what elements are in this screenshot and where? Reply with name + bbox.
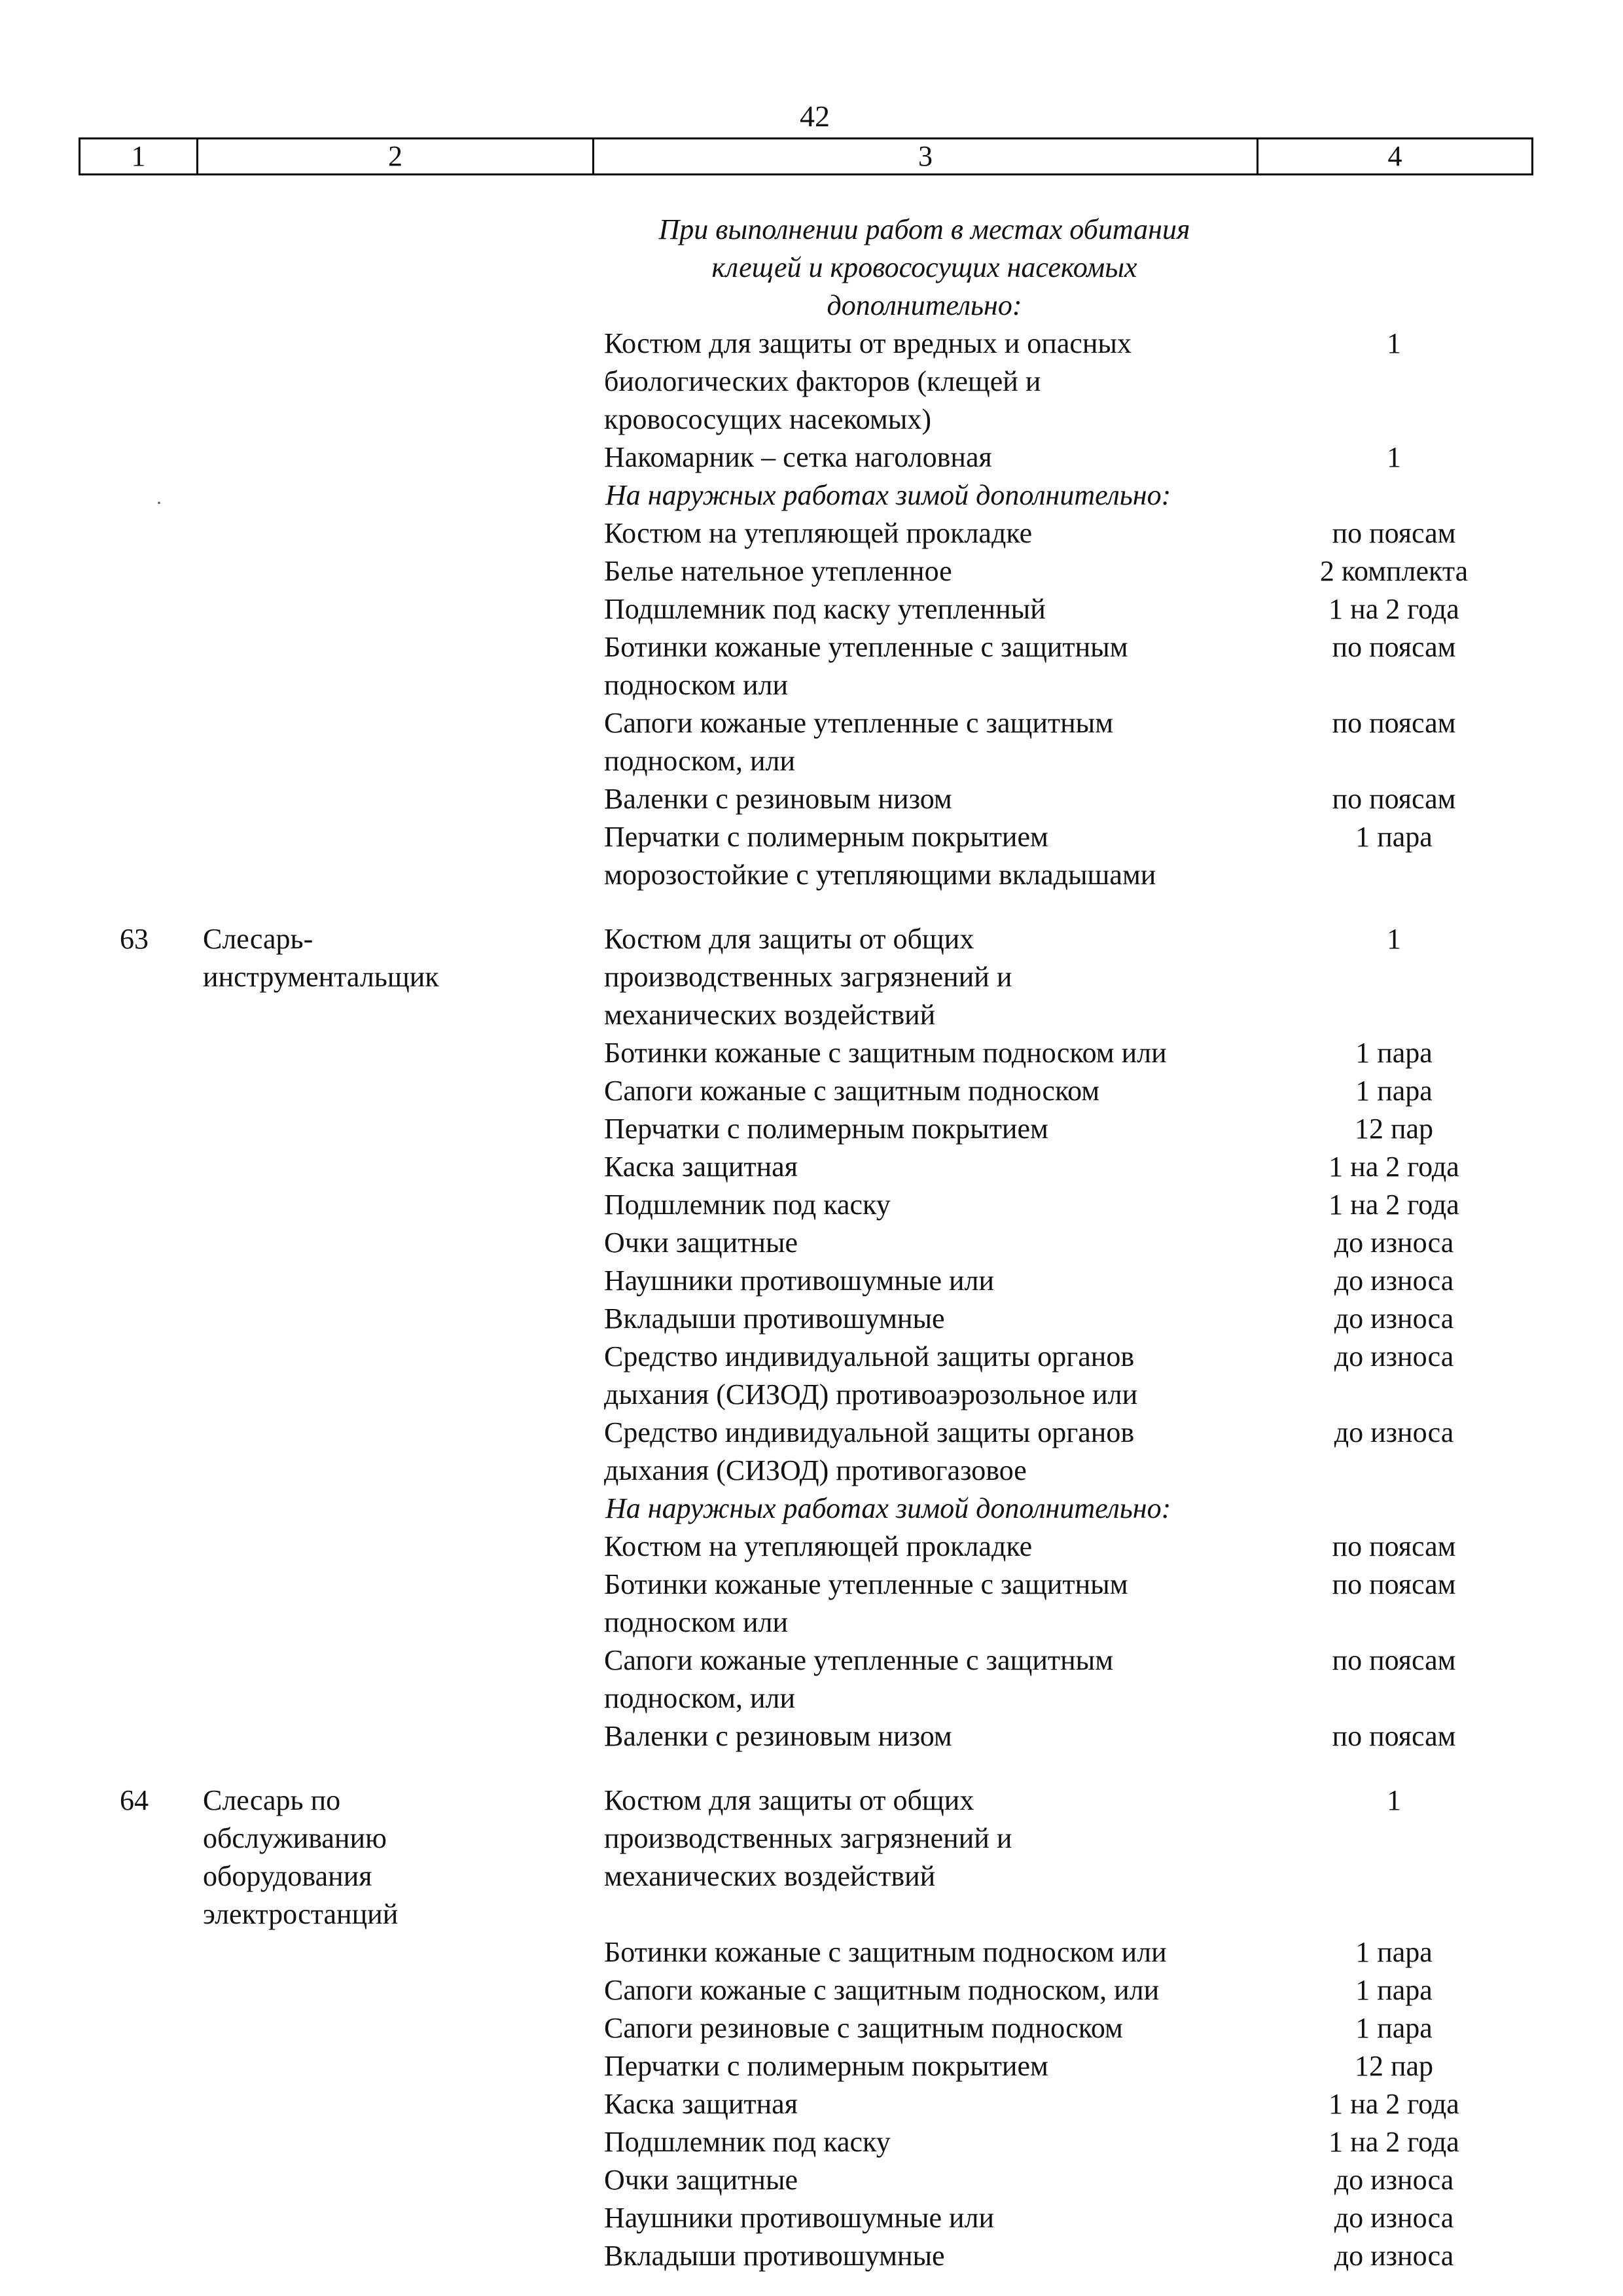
ppe-item-quantity: до износа — [1334, 1302, 1454, 1335]
section-spacer — [79, 1755, 1531, 1782]
row-number-cell — [79, 552, 196, 590]
ppe-item-name — [592, 1338, 1257, 1414]
table-row — [79, 211, 1531, 325]
empty-cell — [592, 894, 1257, 920]
ppe-item-quantity: 1 — [1387, 327, 1401, 359]
ppe-item-quantity: по поясам — [1332, 1568, 1456, 1600]
column-header-row — [79, 137, 1533, 175]
text-line: Сапоги кожаные утепленные с защитным — [604, 707, 1114, 739]
text-line: Сапоги кожаные утепленные с защитным — [604, 1644, 1114, 1676]
row-number: 63 — [120, 923, 149, 955]
text-line: дыхания (СИЗОД) противоаэрозольное или — [604, 1378, 1138, 1410]
table-row — [79, 2237, 1531, 2275]
text-line: механических воздействий — [604, 1860, 936, 1892]
row-number-cell — [79, 2237, 196, 2275]
column-number-4: 4 — [1258, 139, 1533, 175]
profession-cell — [196, 1034, 592, 1072]
ppe-item-name — [592, 439, 1257, 476]
text-line: Ботинки кожаные с защитным подноском или — [604, 1936, 1167, 1968]
table-row — [79, 1148, 1531, 1186]
ppe-item-name — [592, 2123, 1257, 2161]
text-line: Костюм на утепляющей прокладке — [604, 1530, 1033, 1562]
ppe-item-name — [592, 1148, 1257, 1186]
ppe-item-name — [592, 1782, 1257, 1933]
profession-cell — [196, 590, 592, 628]
table-row — [79, 514, 1531, 552]
row-number-cell — [79, 439, 196, 476]
text-line: Сапоги резиновые с защитным подноском — [604, 2012, 1123, 2044]
ppe-item-quantity: до износа — [1334, 1265, 1454, 1297]
section-spacer — [79, 894, 1531, 920]
text-line: Подшлемник под каску утепленный — [604, 593, 1046, 625]
ppe-item-name — [592, 2199, 1257, 2237]
text-line: Костюм для защиты от вредных и опасных — [604, 327, 1132, 359]
profession-cell — [196, 552, 592, 590]
table-row — [79, 704, 1531, 780]
row-number-cell — [79, 1224, 196, 1262]
text-line: оборудования — [203, 1860, 372, 1892]
table-row — [79, 780, 1531, 818]
profession-cell — [196, 1072, 592, 1110]
ppe-item-quantity: по поясам — [1332, 783, 1456, 815]
ppe-item-quantity: 2 комплекта — [1319, 555, 1469, 587]
margin-dot: · — [156, 492, 162, 514]
ppe-item-name — [592, 1072, 1257, 1110]
row-number: 64 — [120, 1784, 149, 1816]
empty-cell — [196, 894, 592, 920]
table-row — [79, 920, 1531, 1034]
ppe-item-quantity: 1 — [1387, 923, 1401, 955]
table-row — [79, 1641, 1531, 1717]
profession-cell — [196, 1338, 592, 1414]
ppe-item-name — [592, 552, 1257, 590]
profession-cell — [196, 704, 592, 780]
row-number-cell — [79, 2161, 196, 2199]
text-line: производственных загрязнений и — [604, 1822, 1012, 1854]
ppe-item-quantity: 1 пара — [1355, 1037, 1433, 1069]
ppe-item-quantity: до износа — [1334, 1340, 1454, 1372]
ppe-item-quantity: 1 пара — [1355, 1974, 1433, 2006]
ppe-item-name — [592, 818, 1257, 894]
row-number-cell — [79, 1782, 196, 1933]
row-number-cell — [79, 1072, 196, 1110]
text-line: электростанций — [203, 1898, 399, 1930]
ppe-item-quantity: 1 на 2 года — [1329, 1151, 1459, 1183]
ppe-item-name — [592, 1971, 1257, 2009]
table-row — [79, 818, 1531, 894]
empty-cell — [1257, 1490, 1531, 1528]
profession-cell — [196, 1300, 592, 1338]
text-line: дыхания (СИЗОД) противогазовое — [604, 1454, 1027, 1486]
ppe-item-name — [592, 2009, 1257, 2047]
profession-cell — [196, 514, 592, 552]
table-row — [79, 1300, 1531, 1338]
row-number-cell — [79, 1933, 196, 1971]
empty-cell — [79, 894, 196, 920]
empty-cell — [1257, 1755, 1531, 1782]
profession-cell — [196, 1782, 592, 1933]
table-row — [79, 628, 1531, 704]
table-row — [79, 1933, 1531, 1971]
profession-cell — [196, 920, 592, 1034]
profession-cell — [196, 2237, 592, 2275]
profession-cell — [196, 2047, 592, 2085]
row-number-cell — [79, 1186, 196, 1224]
text-line: подноском или — [604, 669, 789, 701]
text-line: биологических факторов (клещей и — [604, 365, 1041, 397]
profession-cell — [196, 439, 592, 476]
row-number-cell — [79, 1971, 196, 2009]
empty-cell — [79, 1490, 196, 1528]
ppe-item-quantity: 1 пара — [1355, 1075, 1433, 1107]
text-line: подноском или — [604, 1606, 789, 1638]
row-number-cell — [79, 920, 196, 1034]
ppe-item-name — [592, 1110, 1257, 1148]
text-line: Сапоги кожаные с защитным подноском — [604, 1075, 1100, 1107]
text-line: Ботинки кожаные утепленные с защитным — [604, 1568, 1128, 1600]
row-number-cell — [79, 1148, 196, 1186]
row-number-cell — [79, 628, 196, 704]
ppe-item-name — [592, 780, 1257, 818]
text-line: На наружных работах зимой дополнительно: — [605, 479, 1171, 511]
profession-cell — [196, 2161, 592, 2199]
ppe-item-name — [592, 1717, 1257, 1755]
text-line: клещей и кровососущих насекомых — [711, 251, 1137, 283]
table-row — [79, 1262, 1531, 1300]
ppe-item-quantity: 1 пара — [1355, 2012, 1433, 2044]
row-number-cell — [79, 1034, 196, 1072]
table-row — [79, 2123, 1531, 2161]
ppe-item-quantity: 12 пар — [1354, 2050, 1434, 2082]
ppe-item-name — [592, 1933, 1257, 1971]
ppe-item-name — [592, 2047, 1257, 2085]
profession-cell — [196, 2085, 592, 2123]
profession-cell — [196, 1148, 592, 1186]
row-number-cell — [79, 1528, 196, 1566]
table-body — [79, 211, 1531, 2275]
ppe-item-quantity: по поясам — [1332, 707, 1456, 739]
row-number-cell — [79, 590, 196, 628]
profession-cell — [196, 1971, 592, 2009]
text-line: Костюм для защиты от общих — [604, 1784, 974, 1816]
text-line: Подшлемник под каску — [604, 2126, 891, 2158]
ppe-item-quantity: 1 на 2 года — [1329, 2088, 1459, 2120]
ppe-item-name — [592, 1528, 1257, 1566]
ppe-item-quantity: 1 на 2 года — [1329, 1189, 1459, 1221]
profession-cell — [196, 1933, 592, 1971]
ppe-item-quantity: до износа — [1334, 2164, 1454, 2196]
text-line: подноском, или — [604, 745, 796, 777]
ppe-item-name — [592, 1224, 1257, 1262]
text-line: механических воздействий — [604, 999, 936, 1031]
empty-cell — [1257, 476, 1531, 514]
ppe-item-name — [592, 1641, 1257, 1717]
ppe-item-name — [592, 1566, 1257, 1641]
page-number: 42 — [800, 99, 830, 133]
text-line: Средство индивидуальной защиты органов — [604, 1340, 1135, 1372]
empty-cell — [196, 211, 592, 325]
row-number-cell — [79, 1110, 196, 1148]
ppe-item-quantity: 1 на 2 года — [1329, 593, 1459, 625]
ppe-item-name — [592, 1414, 1257, 1490]
ppe-item-quantity: до износа — [1334, 2240, 1454, 2272]
text-line: обслуживанию — [203, 1822, 387, 1854]
row-number-cell — [79, 514, 196, 552]
profession-cell — [196, 325, 592, 439]
text-line: Валенки с резиновым низом — [604, 783, 952, 815]
ppe-item-quantity: по поясам — [1332, 517, 1456, 549]
section-heading-winter — [592, 1490, 1257, 1528]
ppe-item-quantity: по поясам — [1332, 1720, 1456, 1752]
table-row — [79, 1338, 1531, 1414]
text-line: инструментальщик — [203, 961, 439, 993]
ppe-item-quantity: по поясам — [1332, 631, 1456, 663]
profession-cell — [196, 1224, 592, 1262]
row-number-cell — [79, 704, 196, 780]
table-row — [79, 1072, 1531, 1110]
profession-cell — [196, 1186, 592, 1224]
ppe-item-name — [592, 2237, 1257, 2275]
text-line: При выполнении работ в местах обитания — [658, 213, 1190, 245]
table-row — [79, 1971, 1531, 2009]
ppe-norms-table — [79, 211, 1531, 2275]
ppe-item-quantity: до износа — [1334, 1416, 1454, 1448]
ppe-item-name — [592, 325, 1257, 439]
table-row — [79, 1782, 1531, 1933]
row-number-cell — [79, 2009, 196, 2047]
text-line: Вкладыши противошумные — [604, 2240, 945, 2272]
ppe-item-name — [592, 2085, 1257, 2123]
ppe-item-name — [592, 590, 1257, 628]
text-line: подноском, или — [604, 1682, 796, 1714]
row-number-cell — [79, 1566, 196, 1641]
ppe-item-quantity: по поясам — [1332, 1530, 1456, 1562]
profession-cell — [196, 2123, 592, 2161]
ppe-item-name — [592, 1034, 1257, 1072]
ppe-item-quantity: 12 пар — [1354, 1113, 1434, 1145]
table-row — [79, 2009, 1531, 2047]
row-number-cell — [79, 2085, 196, 2123]
ppe-item-name — [592, 2161, 1257, 2199]
text-line: На наружных работах зимой дополнительно: — [605, 1492, 1171, 1524]
empty-cell — [79, 1755, 196, 1782]
table-row — [79, 1414, 1531, 1490]
row-number-cell — [79, 2199, 196, 2237]
profession-cell — [196, 1110, 592, 1148]
row-number-cell — [79, 2123, 196, 2161]
row-number-cell — [79, 1262, 196, 1300]
text-line: Костюм на утепляющей прокладке — [604, 517, 1033, 549]
table-row — [79, 1224, 1531, 1262]
text-line: Сапоги кожаные с защитным подноском, или — [604, 1974, 1160, 2006]
text-line: Слесарь по — [203, 1784, 341, 1816]
row-number-cell — [79, 818, 196, 894]
table-row — [79, 1528, 1531, 1566]
text-line: Очки защитные — [604, 1227, 798, 1259]
table-row — [79, 1566, 1531, 1641]
text-line: Валенки с резиновым низом — [604, 1720, 952, 1752]
table-row — [79, 1110, 1531, 1148]
text-line: Наушники противошумные или — [604, 1265, 995, 1297]
ppe-item-name — [592, 628, 1257, 704]
text-line: Перчатки с полимерным покрытием — [604, 821, 1048, 853]
profession-cell — [196, 1641, 592, 1717]
text-line: дополнительно: — [827, 289, 1022, 321]
profession-cell — [196, 1528, 592, 1566]
text-line: Белье нательное утепленное — [604, 555, 952, 587]
text-line: Вкладыши противошумные — [604, 1302, 945, 1335]
empty-cell — [196, 1490, 592, 1528]
profession-cell — [196, 1717, 592, 1755]
text-line: Наушники противошумные или — [604, 2202, 995, 2234]
table-row — [79, 1186, 1531, 1224]
table-row — [79, 1490, 1531, 1528]
column-number-1: 1 — [80, 139, 198, 175]
ppe-item-quantity: до износа — [1334, 2202, 1454, 2234]
profession-cell — [196, 780, 592, 818]
text-line: Ботинки кожаные с защитным подноском или — [604, 1037, 1167, 1069]
profession-cell — [196, 1262, 592, 1300]
ppe-item-name — [592, 1262, 1257, 1300]
ppe-item-quantity: 1 — [1387, 1784, 1401, 1816]
row-number-cell — [79, 1414, 196, 1490]
ppe-item-name — [592, 920, 1257, 1034]
ppe-item-name — [592, 514, 1257, 552]
text-line: Очки защитные — [604, 2164, 798, 2196]
table-row — [79, 476, 1531, 514]
empty-cell — [592, 1755, 1257, 1782]
profession-cell — [196, 1414, 592, 1490]
ppe-item-quantity: 1 пара — [1355, 821, 1433, 853]
table-row — [79, 439, 1531, 476]
profession-cell — [196, 2009, 592, 2047]
profession-cell — [196, 628, 592, 704]
row-number-cell — [79, 780, 196, 818]
row-number-cell — [79, 1717, 196, 1755]
table-row — [79, 590, 1531, 628]
column-number-2: 2 — [198, 139, 594, 175]
table-row — [79, 2199, 1531, 2237]
ppe-item-quantity: до износа — [1334, 1227, 1454, 1259]
text-line: Накомарник – сетка наголовная — [604, 441, 992, 473]
table-row — [79, 1034, 1531, 1072]
row-number-cell — [79, 1300, 196, 1338]
row-number-cell — [79, 1641, 196, 1717]
ppe-item-quantity: 1 на 2 года — [1329, 2126, 1459, 2158]
row-number-cell — [79, 2047, 196, 2085]
ppe-item-name — [592, 704, 1257, 780]
section-heading-bio-hazard — [592, 211, 1257, 325]
text-line: Перчатки с полимерным покрытием — [604, 1113, 1048, 1145]
section-heading-winter — [592, 476, 1257, 514]
empty-cell — [196, 1755, 592, 1782]
empty-cell — [79, 211, 196, 325]
table-row — [79, 2161, 1531, 2199]
column-number-3: 3 — [594, 139, 1258, 175]
empty-cell — [1257, 211, 1531, 325]
row-number-cell — [79, 1338, 196, 1414]
text-line: морозостойкие с утепляющими вкладышами — [604, 859, 1156, 891]
empty-cell — [196, 476, 592, 514]
table-row — [79, 2085, 1531, 2123]
text-line: Ботинки кожаные утепленные с защитным — [604, 631, 1128, 663]
empty-cell — [79, 476, 196, 514]
text-line: производственных загрязнений и — [604, 961, 1012, 993]
ppe-item-quantity: 1 — [1387, 441, 1401, 473]
table-row — [79, 552, 1531, 590]
ppe-item-name — [592, 1300, 1257, 1338]
profession-cell — [196, 1566, 592, 1641]
table-row — [79, 2047, 1531, 2085]
ppe-item-quantity: 1 пара — [1355, 1936, 1433, 1968]
text-line: кровососущих насекомых) — [604, 403, 931, 435]
text-line: Подшлемник под каску — [604, 1189, 891, 1221]
table-row — [79, 325, 1531, 439]
text-line: Каска защитная — [604, 2088, 798, 2120]
ppe-item-name — [592, 1186, 1257, 1224]
text-line: Каска защитная — [604, 1151, 798, 1183]
text-line: Перчатки с полимерным покрытием — [604, 2050, 1048, 2082]
text-line: Костюм для защиты от общих — [604, 923, 974, 955]
ppe-item-quantity: по поясам — [1332, 1644, 1456, 1676]
table-row — [79, 1717, 1531, 1755]
row-number-cell — [79, 325, 196, 439]
empty-cell — [1257, 894, 1531, 920]
text-line: Средство индивидуальной защиты органов — [604, 1416, 1135, 1448]
text-line: Слесарь- — [203, 923, 313, 955]
profession-cell — [196, 2199, 592, 2237]
profession-cell — [196, 818, 592, 894]
